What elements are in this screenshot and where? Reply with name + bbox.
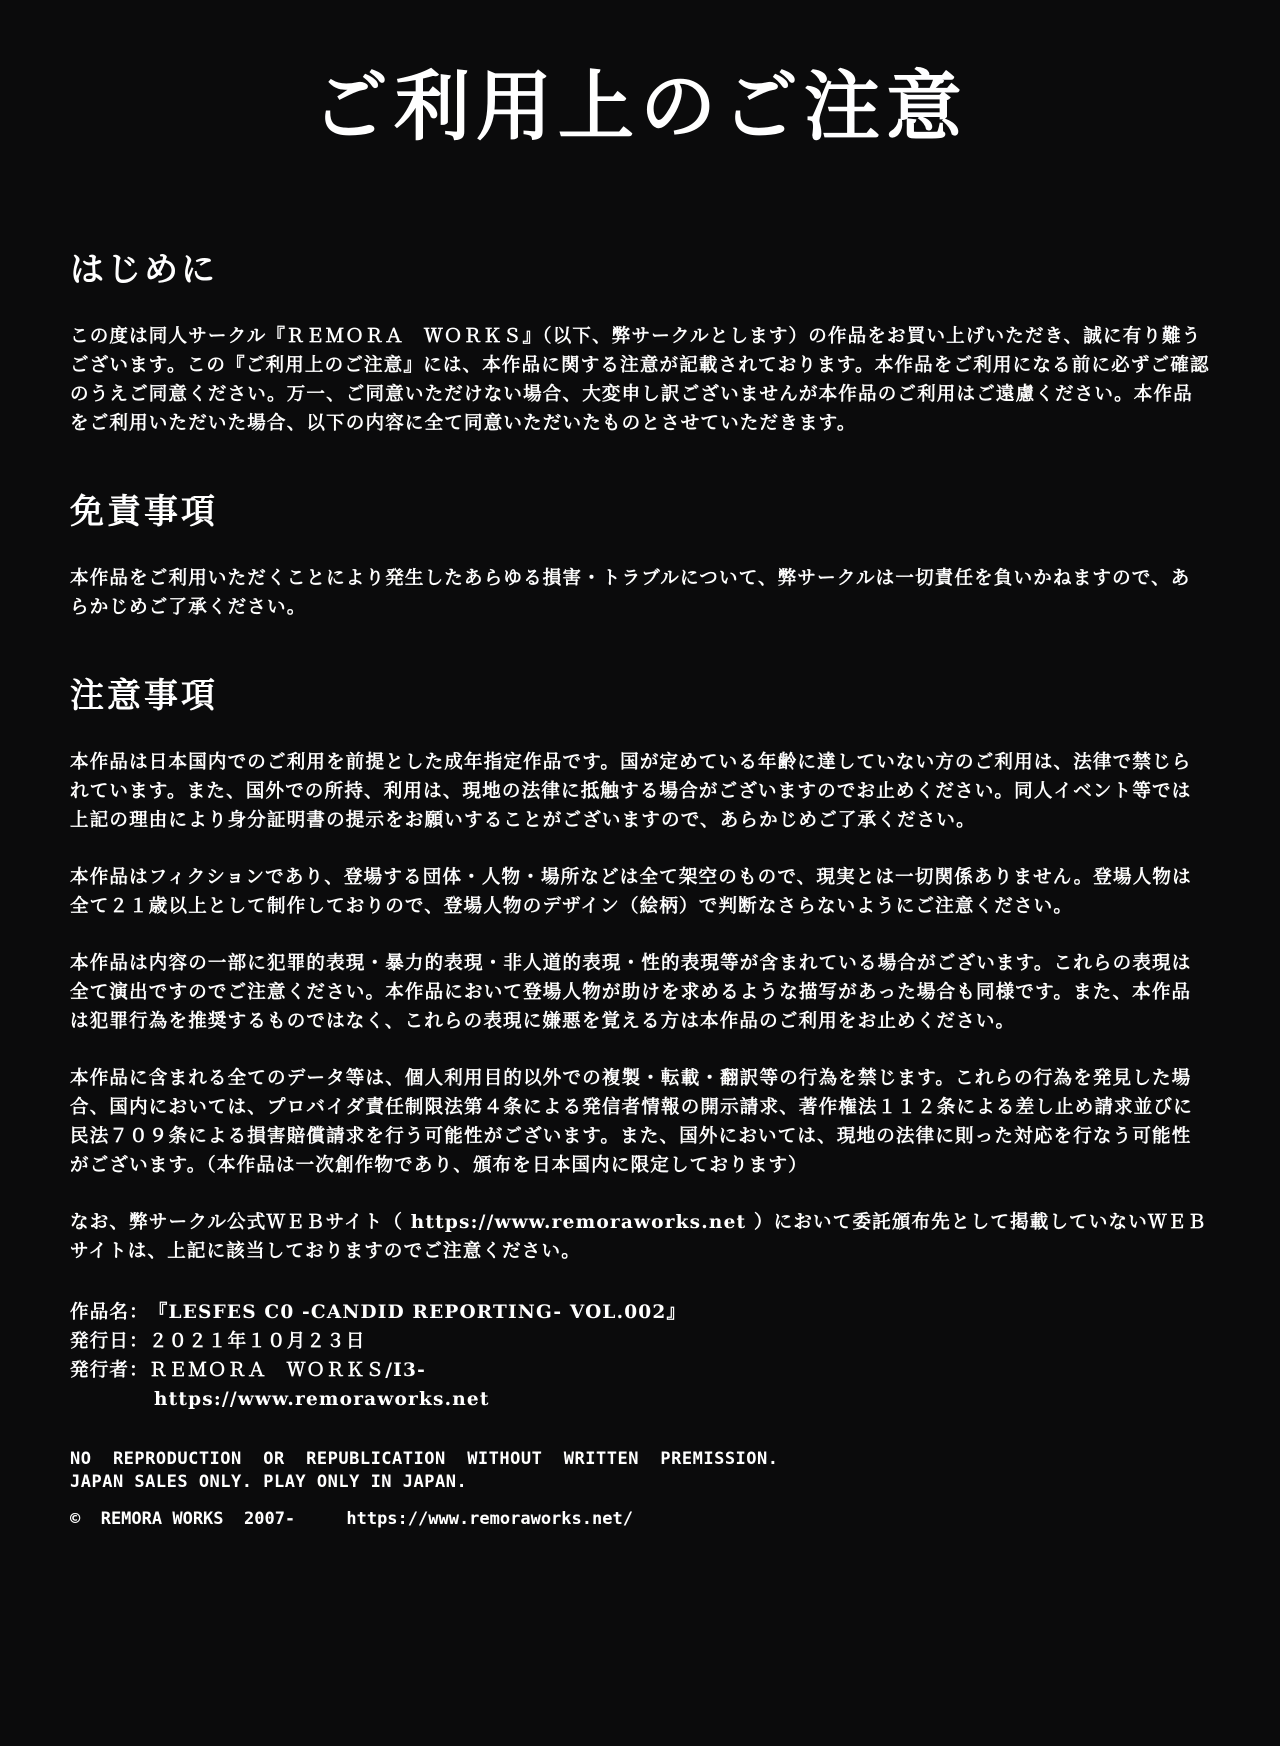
content-body <box>70 248 1210 1531</box>
japan-only-line: JAPAN SALES ONLY. PLAY ONLY IN JAPAN. <box>70 1472 468 1492</box>
notes-paragraph-content: 本作品は内容の一部に犯罪的表現・暴力的表現・非人道的表現・性的表現等が含まれている場合がございます。これらの表現は全て演出ですのでご注意ください。本作品において登場人物が助けを求めるような描写があった場合も同様です。また、本作品は犯罪行為を推奨するものではなく、これらの表現に嫌悪を覚える方は本作品のご利用をお止めください。 <box>70 953 1192 1032</box>
english-notice <box>70 1448 1210 1494</box>
publication-info <box>70 1298 1210 1414</box>
no-reproduction-line: NO REPRODUCTION OR REPUBLICATION WITHOUT WRITTEN PREMISSION. <box>70 1449 779 1469</box>
work-title-row <box>70 1298 1210 1327</box>
publish-date-row <box>70 1327 1210 1356</box>
publisher-url-link[interactable]: https://www.remoraworks.net <box>154 1389 490 1410</box>
publisher-url-row <box>70 1385 1210 1414</box>
notes-paragraph-fiction: 本作品はフィクションであり、登場する団体・人物・場所などは全て架空のもので、現実とは一切関係ありません。登場人物は全て２１歳以上として制作しておりので、登場人物のデザイン（絵柄）で判断なさらないようにご注意ください。 <box>70 867 1192 917</box>
copyright-text: © REMORA WORKS 2007- <box>70 1509 296 1529</box>
notes-paragraph-copyright: 本作品に含まれる全てのデータ等は、個人利用目的以外での複製・転載・翻訳等の行為を禁じます。これらの行為を発見した場合、国内においては、プロバイダ責任制限法第４条による発信者情報の開示請求、著作権法１１２条による差し止め請求並びに民法７０９条による損害賠償請求を行う可能性がございます。また、国外においては、現地の法律に則った対応を行なう可能性がございます。（本作品は一次創作物であり、頒布を日本国内に限定しております） <box>70 1068 1193 1176</box>
copyright-line <box>70 1508 1210 1531</box>
work-title-label: 作品名： <box>70 1302 149 1323</box>
publish-date-label: 発行日： <box>70 1331 149 1352</box>
section-heading-introduction: はじめに <box>70 250 218 290</box>
publish-date-value: ２０２１年１０月２３日 <box>148 1331 366 1352</box>
publisher-label: 発行者： <box>70 1360 149 1381</box>
publisher-value: ＲＥＭＯＲＡ ＷＯＲＫＳ/I3- <box>148 1360 426 1381</box>
notes-paragraph-website: なお、弊サークル公式ＷＥＢサイト（ https://www.remoraworks.net ）において委託頒布先として掲載していないＷＥＢサイトは、上記に該当しておりますのでご注意ください。 <box>70 1212 1208 1262</box>
publisher-row <box>70 1356 1210 1385</box>
work-title-value: 『LESFES C0 -CANDID REPORTING- VOL.002』 <box>148 1302 687 1323</box>
disclaimer-paragraph: 本作品をご利用いただくことにより発生したあらゆる損害・トラブルについて、弊サークルは一切責任を負いかねますので、あらかじめご了承ください。 <box>70 568 1191 618</box>
section-heading-disclaimer: 免責事項 <box>70 492 218 532</box>
notes-paragraph-age: 本作品は日本国内でのご利用を前提とした成年指定作品です。国が定めている年齢に達していない方のご利用は、法律で禁じられています。また、国外での所持、利用は、現地の法律に抵触する場合がございますのでお止めください。同人イベント等では上記の理由により身分証明書の提示をお願いすることがございますので、あらかじめご了承ください。 <box>70 752 1192 831</box>
page-title: ご利用上のご注意 <box>312 62 968 151</box>
copyright-url-link[interactable]: https://www.remoraworks.net/ <box>346 1509 633 1529</box>
intro-paragraph: この度は同人サークル『ＲＥＭＯＲＡ ＷＯＲＫＳ』（以下、弊サークルとします）の作品をお買い上げいただき、誠に有り難うございます。この『ご利用上のご注意』には、本作品に関する注意が記載されております。本作品をご利用になる前に必ずご確認のうえご同意ください。万一、ご同意いただけない場合、大変申し訳ございませんが本作品のご利用はご遠慮ください。本作品をご利用いただいた場合、以下の内容に全て同意いただいたものとさせていただきます。 <box>70 326 1210 434</box>
section-heading-notes: 注意事項 <box>70 676 218 716</box>
